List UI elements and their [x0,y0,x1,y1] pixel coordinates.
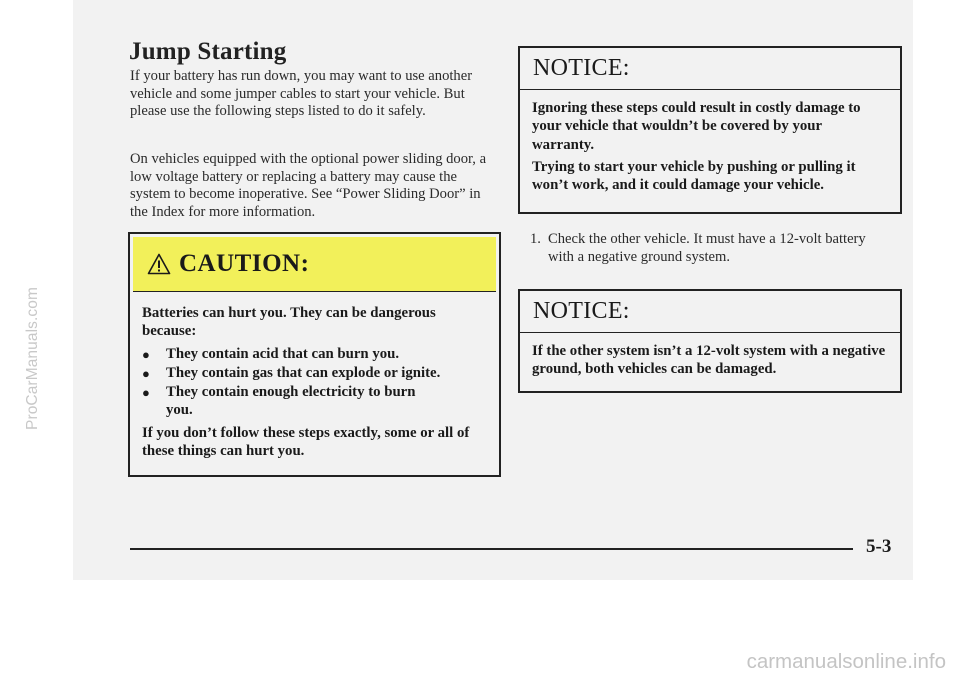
caution-closing: If you don’t follow these steps exactly, some or all of these things can hurt you. [142,424,470,460]
footer-rule [130,548,853,550]
notice-box-2 [518,289,902,393]
notice-header [520,48,900,90]
notice-box-1 [518,46,902,214]
bullet-icon: ● [142,365,150,381]
notice-label: NOTICE: [533,55,630,81]
caution-box [128,232,501,477]
caution-label: CAUTION: [179,250,310,277]
caution-intro: Batteries can hurt you. They can be dangerous because: [142,305,436,340]
notice-body [520,90,900,194]
step-text: Check the other vehicle. It must have a 12-volt battery with a negative ground system. [548,231,866,265]
bottom-watermark: carmanualsonline.info [746,650,946,673]
bullet-icon: ● [142,385,150,401]
notice-body [520,333,900,379]
warning-triangle-icon [147,253,171,275]
caution-body [130,292,499,460]
step-number: 1. [530,231,541,247]
caution-bullet: ● They contain gas that can explode or ignite. [142,364,487,383]
notice-header [520,291,900,333]
caution-header [133,237,496,292]
caution-bullet: ● They contain enough electricity to burn you. [142,384,416,419]
notice-paragraph: Ignoring these steps could result in costly damage to your vehicle that wouldn’t be covered by your warranty. [532,100,861,153]
notice-paragraph: Trying to start your vehicle by pushing or pulling it won’t work, and it could damage your vehicle. [532,158,856,194]
bullet-icon: ● [142,346,150,362]
intro-paragraph-2: On vehicles equipped with the optional power sliding door, a low voltage battery or replacing a battery may cause the system to become inoperative. See “Power Sliding Door” in the Index for more information. [130,151,487,220]
caution-bullet: ● They contain acid that can burn you. [142,345,487,364]
page-title: Jump Starting [129,38,287,65]
page-number: 5-3 [866,536,892,557]
side-watermark: ProCarManuals.com [24,287,41,430]
steps-list [530,231,900,266]
intro-paragraph-1: If your battery has run down, you may want to use another vehicle and some jumper cables to start your vehicle. But please use the following steps listed to do it safely. [130,68,473,119]
notice-label: NOTICE: [533,298,630,324]
notice-paragraph: If the other system isn’t a 12-volt system with a negative ground, both vehicles can be damaged. [532,343,886,378]
step-item [530,231,900,266]
